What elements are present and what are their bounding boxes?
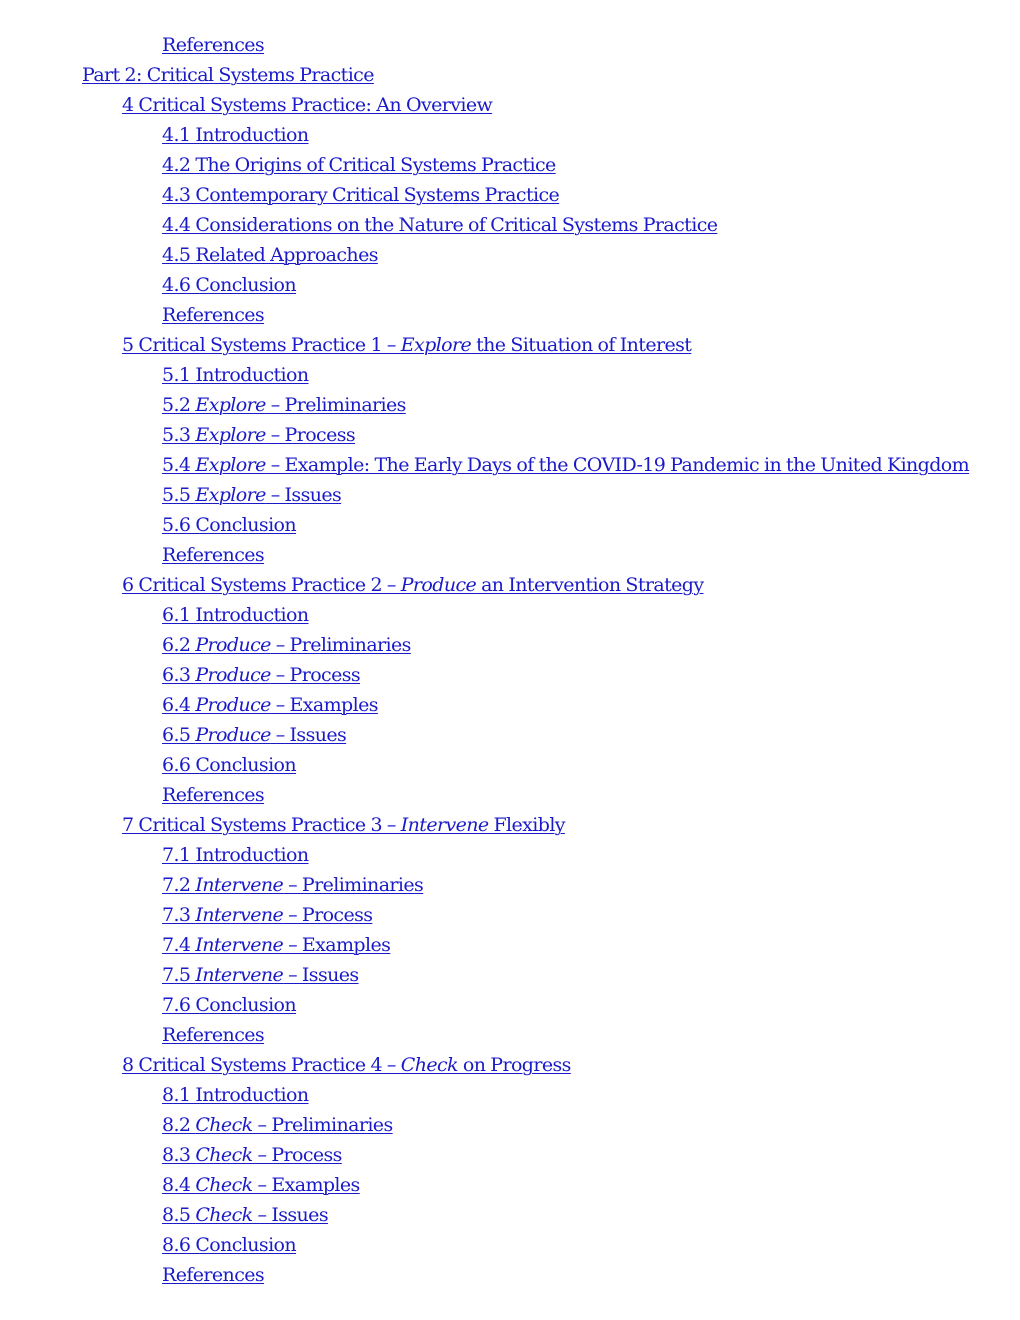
toc-link-text: – Issues: [283, 964, 359, 986]
toc-section-link[interactable]: [162, 454, 969, 476]
toc-link-text: 5.6 Conclusion: [162, 514, 297, 536]
toc-entry: [0, 510, 1020, 540]
toc-link-text: 8.2: [162, 1114, 196, 1136]
toc-link-text: 8.5: [162, 1204, 196, 1226]
toc-link-text: – Process: [270, 664, 361, 686]
toc-section-link[interactable]: [162, 544, 264, 566]
toc-chapter-link[interactable]: [122, 1054, 571, 1076]
toc-link-emphasis: Check: [195, 1174, 253, 1196]
toc-entry: [0, 90, 1020, 120]
toc-entry: [0, 1140, 1020, 1170]
toc-section-link[interactable]: [162, 274, 296, 296]
toc-entry: [0, 180, 1020, 210]
toc-entry: [0, 1260, 1020, 1290]
toc-section-link[interactable]: [162, 1144, 342, 1166]
toc-section-link[interactable]: [162, 724, 346, 746]
toc-link-text: 7 Critical Systems Practice 3 –: [122, 814, 401, 836]
toc-link-emphasis: Check: [400, 1054, 458, 1076]
toc-link-text: 4.3 Contemporary Critical Systems Practice: [162, 184, 560, 206]
toc-entry: [0, 1020, 1020, 1050]
toc-section-link[interactable]: [162, 364, 308, 386]
toc-link-text: 5.3: [162, 424, 196, 446]
toc-section-link[interactable]: [162, 394, 406, 416]
toc-link-text: – Process: [283, 904, 373, 926]
toc-entry: [0, 900, 1020, 930]
toc-link-text: – Preliminaries: [252, 1114, 393, 1136]
toc-entry: [0, 540, 1020, 570]
toc-entry: [0, 750, 1020, 780]
toc-link-text: 8.6 Conclusion: [162, 1234, 297, 1256]
toc-link-text: 4.4 Considerations on the Nature of Critical Systems Practice: [162, 214, 718, 236]
toc-section-link[interactable]: [162, 784, 264, 806]
toc-section-link[interactable]: [162, 1084, 308, 1106]
toc-entry: [0, 360, 1020, 390]
toc-link-text: References: [162, 1264, 265, 1286]
toc-entry: [0, 420, 1020, 450]
toc-link-text: 6 Critical Systems Practice 2 –: [122, 574, 401, 596]
toc-link-text: 4.6 Conclusion: [162, 274, 297, 296]
toc-section-link[interactable]: [162, 1114, 393, 1136]
toc-entry: [0, 630, 1020, 660]
toc-link-text: – Issues: [252, 1204, 328, 1226]
toc-entry: [0, 330, 1020, 360]
toc-section-link[interactable]: [162, 1234, 296, 1256]
toc-link-emphasis: Intervene: [195, 934, 284, 956]
toc-entry: [0, 60, 1020, 90]
toc-section-link[interactable]: [162, 154, 556, 176]
toc-section-link[interactable]: [162, 904, 372, 926]
toc-entry: [0, 210, 1020, 240]
toc-entry: [0, 780, 1020, 810]
toc-link-emphasis: Explore: [195, 424, 266, 446]
toc-link-text: – Issues: [265, 484, 342, 506]
toc-link-text: 7.1 Introduction: [162, 844, 309, 866]
toc-link-text: 8.4: [162, 1174, 196, 1196]
toc-section-link[interactable]: [162, 1174, 360, 1196]
toc-link-text: – Process: [252, 1144, 342, 1166]
toc-link-text: 5.5: [162, 484, 196, 506]
toc-link-text: 4.2 The Origins of Critical Systems Practice: [162, 154, 556, 176]
toc-link-text: Flexibly: [488, 814, 565, 836]
toc-link-emphasis: Produce: [195, 724, 271, 746]
toc-section-link[interactable]: [162, 1024, 264, 1046]
toc-entry: [0, 30, 1020, 60]
toc-link-text: – Examples: [252, 1174, 360, 1196]
toc-link-text: 6.1 Introduction: [162, 604, 309, 626]
toc-link-emphasis: Explore: [195, 454, 266, 476]
toc-link-text: 7.2: [162, 874, 196, 896]
toc-link-text: 5.4: [162, 454, 196, 476]
toc-section-link[interactable]: [162, 514, 296, 536]
toc-link-text: References: [162, 784, 265, 806]
toc-link-text: 6.3: [162, 664, 196, 686]
toc-section-link[interactable]: [162, 994, 296, 1016]
toc-section-link[interactable]: [162, 214, 717, 236]
toc-entry: [0, 600, 1020, 630]
toc-entry: [0, 150, 1020, 180]
toc-section-link[interactable]: [162, 484, 341, 506]
toc-section-link[interactable]: [162, 754, 296, 776]
toc-link-text: References: [162, 34, 265, 56]
toc-section-link[interactable]: [162, 124, 308, 146]
toc-link-emphasis: Check: [195, 1114, 253, 1136]
toc-link-text: 8.1 Introduction: [162, 1084, 309, 1106]
toc-entry: [0, 1200, 1020, 1230]
toc-link-text: – Issues: [270, 724, 347, 746]
toc-link-text: the Situation of Interest: [471, 334, 692, 356]
toc-section-link[interactable]: [162, 1264, 264, 1286]
toc-entry: [0, 720, 1020, 750]
toc-link-emphasis: Intervene: [195, 874, 284, 896]
toc-section-link[interactable]: [162, 934, 390, 956]
toc-link-emphasis: Explore: [195, 394, 266, 416]
toc-link-text: Part 2: Critical Systems Practice: [82, 64, 374, 86]
toc-section-link[interactable]: [162, 304, 264, 326]
toc-link-emphasis: Intervene: [195, 904, 284, 926]
toc-link-text: 6.4: [162, 694, 196, 716]
toc-entry: [0, 810, 1020, 840]
toc-link-emphasis: Intervene: [195, 964, 284, 986]
toc-link-emphasis: Produce: [400, 574, 477, 596]
toc-entry: [0, 1050, 1020, 1080]
toc-section-link[interactable]: [162, 34, 264, 56]
toc-section-link[interactable]: [162, 874, 423, 896]
toc-link-text: 5.1 Introduction: [162, 364, 309, 386]
toc-link-text: References: [162, 1024, 265, 1046]
toc-entry: [0, 450, 1020, 480]
toc-section-link[interactable]: [162, 844, 308, 866]
toc-link-text: – Process: [265, 424, 356, 446]
toc-entry: [0, 1230, 1020, 1260]
toc-entry: [0, 960, 1020, 990]
toc-link-text: an Intervention Strategy: [476, 574, 704, 596]
toc-entry: [0, 990, 1020, 1020]
toc-link-emphasis: Check: [195, 1204, 253, 1226]
toc-link-text: – Preliminaries: [283, 874, 424, 896]
toc-part-link[interactable]: [82, 64, 374, 86]
toc-chapter-link[interactable]: [122, 814, 565, 836]
toc-section-link[interactable]: [162, 964, 359, 986]
toc-link-text: 6.6 Conclusion: [162, 754, 297, 776]
toc-section-link[interactable]: [162, 1204, 328, 1226]
toc-link-text: 7.4: [162, 934, 196, 956]
toc-chapter-link[interactable]: [122, 334, 691, 356]
toc-link-text: – Preliminaries: [270, 634, 411, 656]
toc-entry: [0, 690, 1020, 720]
table-of-contents: [0, 30, 1020, 1290]
toc-link-text: References: [162, 544, 265, 566]
toc-link-text: 4 Critical Systems Practice: An Overview: [122, 94, 493, 116]
toc-chapter-link[interactable]: [122, 94, 492, 116]
toc-entry: [0, 660, 1020, 690]
toc-link-text: 4.1 Introduction: [162, 124, 309, 146]
toc-link-text: 4.5 Related Approaches: [162, 244, 378, 266]
toc-link-text: 8.3: [162, 1144, 196, 1166]
toc-link-text: on Progress: [457, 1054, 571, 1076]
toc-link-text: – Preliminaries: [265, 394, 406, 416]
toc-link-text: References: [162, 304, 265, 326]
toc-entry: [0, 120, 1020, 150]
toc-entry: [0, 300, 1020, 330]
toc-link-text: 6.2: [162, 634, 196, 656]
toc-entry: [0, 1170, 1020, 1200]
toc-link-text: 8 Critical Systems Practice 4 –: [122, 1054, 401, 1076]
toc-entry: [0, 1110, 1020, 1140]
toc-link-text: 7.3: [162, 904, 196, 926]
toc-link-emphasis: Produce: [195, 634, 271, 656]
toc-link-emphasis: Produce: [195, 664, 271, 686]
toc-link-text: 5.2: [162, 394, 196, 416]
toc-entry: [0, 390, 1020, 420]
toc-entry: [0, 480, 1020, 510]
toc-link-emphasis: Check: [195, 1144, 253, 1166]
toc-entry: [0, 840, 1020, 870]
toc-chapter-link[interactable]: [122, 574, 703, 596]
toc-section-link[interactable]: [162, 664, 360, 686]
toc-link-emphasis: Intervene: [400, 814, 489, 836]
toc-entry: [0, 870, 1020, 900]
toc-link-text: 7.6 Conclusion: [162, 994, 297, 1016]
toc-entry: [0, 270, 1020, 300]
toc-link-emphasis: Explore: [195, 484, 266, 506]
toc-section-link[interactable]: [162, 604, 308, 626]
toc-section-link[interactable]: [162, 184, 559, 206]
toc-entry: [0, 1080, 1020, 1110]
toc-link-emphasis: Explore: [400, 334, 472, 356]
toc-link-text: – Examples: [283, 934, 391, 956]
toc-entry: [0, 240, 1020, 270]
toc-link-emphasis: Produce: [195, 694, 271, 716]
toc-link-text: 5 Critical Systems Practice 1 –: [122, 334, 401, 356]
toc-section-link[interactable]: [162, 634, 411, 656]
toc-link-text: 6.5: [162, 724, 196, 746]
toc-link-text: – Example: The Early Days of the COVID-19 Pandemic in the United Kingdom: [265, 454, 970, 476]
toc-section-link[interactable]: [162, 694, 378, 716]
toc-section-link[interactable]: [162, 244, 378, 266]
toc-link-text: – Examples: [270, 694, 378, 716]
toc-link-text: 7.5: [162, 964, 196, 986]
toc-section-link[interactable]: [162, 424, 355, 446]
toc-entry: [0, 930, 1020, 960]
toc-entry: [0, 570, 1020, 600]
